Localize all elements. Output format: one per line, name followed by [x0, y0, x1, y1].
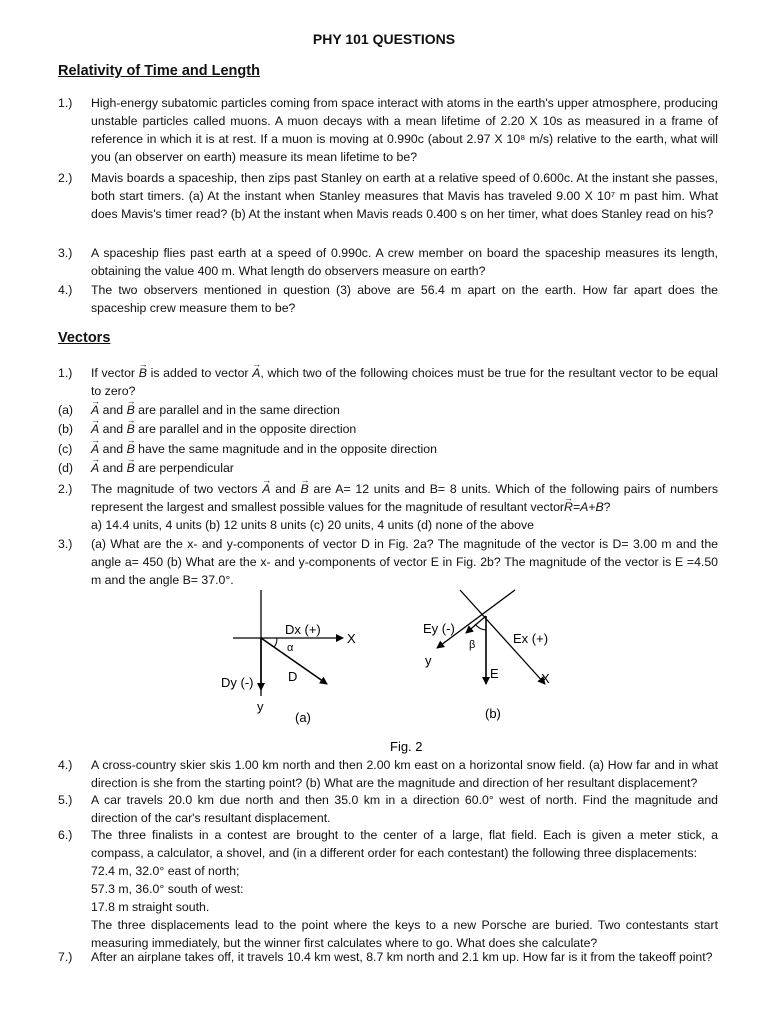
vector-b: → B [127, 420, 135, 438]
vector-b: → B [139, 364, 147, 382]
text-fragment: are parallel and in the same direction [134, 403, 340, 417]
option-label: (c) [58, 442, 73, 456]
question-number: 4.) [58, 758, 73, 772]
question-text: (a) What are the x- and y-components of vector D in Fig. 2a? The magnitude of the vector is D= 3.00 m and the angle a= 450 (b) What are the x- and y-components of vector E in Fig. 2b? The magnitude of the vector is E =4.50 m and the angle B= 37.0°. [91, 537, 718, 587]
text-fragment: and [99, 442, 127, 456]
vector-a: → A [262, 480, 270, 498]
displacement-3: 17.8 m straight south. [91, 900, 210, 914]
text-fragment: and [99, 403, 127, 417]
text-fragment: and [99, 422, 127, 436]
y-axis-label: y [257, 699, 264, 714]
question-number: 4.) [58, 283, 73, 297]
figure-2a [221, 590, 356, 725]
vector-a: → A [252, 364, 260, 382]
question-text: A spaceship flies past earth at a speed of 0.990c. A crew member on board the spaceship measures its length, obtaining the value 400 m. What length do observers measure on earth? [91, 246, 718, 278]
question-number: 1.) [58, 96, 73, 110]
vector-b: → B [127, 459, 135, 477]
question-vectors-5 [58, 791, 718, 827]
question-number: 7.) [58, 950, 73, 964]
question-vectors-6 [58, 826, 718, 952]
option-label: (d) [58, 461, 74, 475]
question-text [91, 480, 718, 534]
text-fragment: have the same magnitude and in the opposite direction [134, 442, 437, 456]
option-label: (a) [58, 403, 74, 417]
vector-b: → B [127, 440, 135, 458]
text-fragment: The magnitude of two vectors [91, 482, 263, 496]
displacement-2: 57.3 m, 36.0° south of west: [91, 882, 244, 896]
text-fragment: and [99, 461, 127, 475]
text-fragment: are perpendicular [134, 461, 234, 475]
question-text: After an airplane takes off, it travels 10.4 km west, 8.7 km north and 2.1 km up. How far is it from the takeoff point? [91, 950, 713, 964]
question-text [91, 364, 718, 400]
dy-label: Dy (-) [221, 675, 254, 690]
option-text [91, 440, 718, 458]
figure-2b-label: (b) [485, 706, 501, 721]
section-heading-vectors: Vectors [58, 330, 111, 346]
option-text [91, 459, 718, 477]
question-number: 5.) [58, 793, 73, 807]
question-number: 6.) [58, 828, 73, 842]
alpha-arc [274, 638, 277, 647]
figure-caption: Fig. 2 [390, 739, 423, 754]
question-relativity-4 [58, 281, 718, 317]
page-title: PHY 101 QUESTIONS [312, 31, 456, 47]
question-text: The two observers mentioned in question (3) above are 56.4 m apart on the earth. How far apart does the spaceship crew measure them to be? [91, 283, 718, 315]
text-fragment: are parallel and in the opposite direction [134, 422, 357, 436]
answer-choices: a) 14.4 units, 4 units (b) 12 units 8 units (c) 20 units, 4 units (d) none of the above [91, 518, 534, 532]
figure-2b [423, 590, 550, 721]
question-number: 3.) [58, 537, 73, 551]
question-relativity-1 [58, 94, 718, 166]
ey-label: Ey (-) [423, 621, 455, 636]
question-number: 2.) [58, 171, 73, 185]
text-fragment: If vector [91, 366, 139, 380]
y-axis-label: y [425, 653, 432, 668]
question-number: 2.) [58, 482, 73, 496]
text-fragment: is added to vector [146, 366, 253, 380]
question-vectors-4 [58, 756, 718, 792]
question-vectors-2 [58, 480, 718, 534]
ex-label: Ex (+) [513, 631, 549, 646]
vector-b: → B [127, 401, 135, 419]
resultant-equation: → R=A+B [564, 498, 604, 516]
option-a [58, 401, 718, 419]
vector-a: → A [91, 401, 99, 419]
option-b [58, 420, 718, 438]
text-fragment: and [270, 482, 301, 496]
option-d [58, 459, 718, 477]
question-relativity-3 [58, 244, 718, 280]
question-vectors-7 [58, 948, 718, 966]
text-fragment: ? [603, 500, 611, 514]
alpha-label: α [287, 642, 294, 654]
option-text [91, 401, 718, 419]
beta-arc [475, 624, 486, 630]
vector-a: → A [91, 459, 99, 477]
x-axis-label: X [347, 631, 356, 646]
question-text: High-energy subatomic particles coming from space interact with atoms in the earth's upper atmosphere, producing unstable particles called muons. A muon decays with a mean lifetime of 2.20 X 10s as measured in a frame of reference in which it is at rest. If a muon is moving at 0.990c (about 2.97 X 10⁸ m/s) relative to the earth, what will you (an observer on earth) measure its mean lifetime to be? [91, 96, 718, 164]
section-heading-relativity: Relativity of Time and Length [58, 63, 260, 79]
vector-a: → A [91, 440, 99, 458]
dx-label: Dx (+) [285, 622, 321, 637]
beta-label: β [469, 639, 476, 651]
y-axis [437, 590, 515, 648]
x-axis-label: X [541, 671, 550, 686]
question-relativity-2 [58, 169, 718, 223]
vector-a: → A [91, 420, 99, 438]
text-fragment: , which two of the following choices must be true for the resultant vector to be equal to zero? [91, 366, 718, 398]
question-end: The three displacements lead to the point where the keys to a new Porsche are buried. Two contestants start measuring immediately, but the winner first calculates where to go. What does she calculate? [91, 918, 718, 950]
option-text [91, 420, 718, 438]
displacement-1: 72.4 m, 32.0° east of north; [91, 864, 240, 878]
text-fragment: are A= 12 units and B= 8 units. Which of the following pairs of numbers represent the largest and smallest possible values for the magnitude of resultant vector [91, 482, 718, 514]
question-vectors-3 [58, 535, 718, 589]
question-number: 3.) [58, 246, 73, 260]
vector-e-label: E [490, 666, 499, 681]
question-text: A cross-country skier skis 1.00 km north and then 2.00 km east on a horizontal snow field. (a) How far and in what direction is she from the starting point? (b) What are the magnitude and direction of her resultant displacement? [91, 758, 718, 790]
question-text: Mavis boards a spaceship, then zips past Stanley on earth at a relative speed of 0.600c. At the instant she passes, both start timers. (a) At the instant when Stanley measures that Mavis has traveled 9.00 X 10⁷ m past him. What does Mavis's timer read? (b) At the instant when Mavis reads 0.400 s on her timer, what does Stanley read on his? [91, 171, 718, 221]
vector-d-label: D [288, 669, 298, 684]
figure-2 [205, 588, 585, 758]
option-c [58, 440, 718, 458]
question-text [91, 826, 718, 952]
question-text: A car travels 20.0 km due north and then 35.0 km in a direction 60.0° west of north. Find the magnitude and direction of the car's resultant displacement. [91, 793, 718, 825]
option-label: (b) [58, 422, 74, 436]
figure-2a-label: (a) [295, 710, 311, 725]
vector-b: → B [300, 480, 308, 498]
question-vectors-1 [58, 364, 718, 400]
question-intro: The three finalists in a contest are brought to the center of a large, flat field. Each is given a meter stick, a compass, a calculator, a shovel, and (in a different order for each contestant) the following three displacements: [91, 828, 718, 860]
question-number: 1.) [58, 366, 73, 380]
